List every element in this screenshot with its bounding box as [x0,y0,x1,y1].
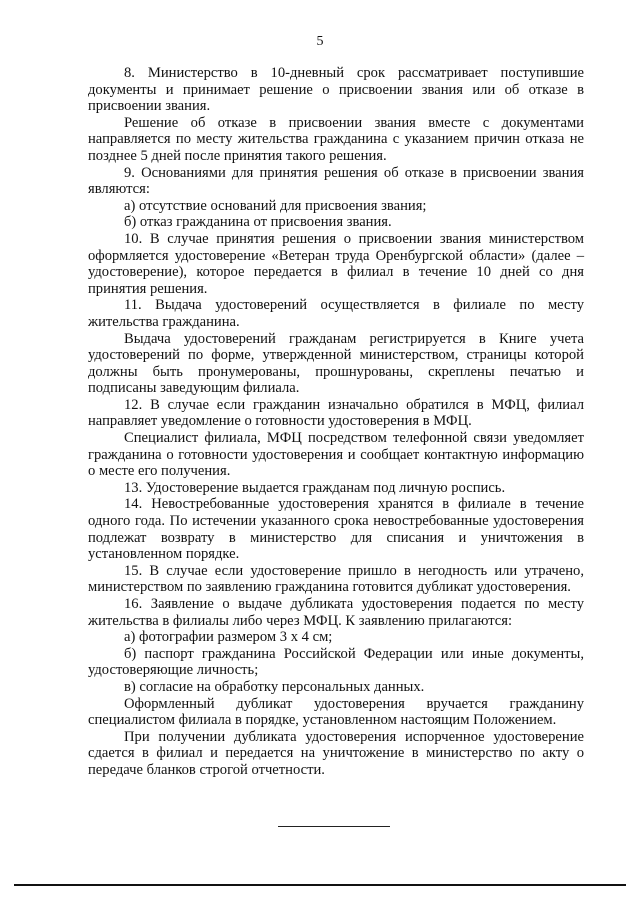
paragraph-14: 14. Невостребованные удостоверения хранятся в филиале в течение одного года. По истечении указанного срока невостребованные удостоверения подлежат возврату в министерство для списания и уничтожения в установленном порядке. [88,496,584,563]
paragraph-registration: Выдача удостоверений гражданам регистрируется в Книге учета удостоверений по форме, утвержденной министерством, страницы которой должны быть пронумерованы, прошнурованы, скреплены печатью и подписаны заведующим филиала. [88,330,584,397]
paragraph-12: 12. В случае если гражданин изначально обратился в МФЦ, филиал направляет уведомление о готовности удостоверения в МФЦ. [88,396,584,430]
list-item-16b: б) паспорт гражданина Российской Федерации или иные документы, удостоверяющие личность; [88,645,584,679]
page-bottom-rule [14,884,626,886]
paragraph-11: 11. Выдача удостоверений осуществляется в филиале по месту жительства гражданина. [88,297,584,330]
list-item-9a: а) отсутствие оснований для присвоения звания; [124,197,427,214]
paragraph-refusal-notice: Решение об отказе в присвоении звания вместе с документами направляется по месту жительства гражданина с указанием причин отказа не позднее 5 дней после принятия такого решения. [88,114,584,164]
document-body [88,65,584,779]
paragraph-8: 8. Министерство в 10-дневный срок рассматривает поступившие документы и принимает решение о присвоении звания или об отказе в присвоении звания. [88,65,584,115]
list-item-16c: в) согласие на обработку персональных данных. [124,678,425,695]
paragraph-notification: Специалист филиала, МФЦ посредством телефонной связи уведомляет гражданина о готовности удостоверения и сообщает контактную информацию о месте его получения. [88,430,584,480]
paragraph-duplicate-delivery: Оформленный дубликат удостоверения вручается гражданину специалистом филиала в порядке, установленном настоящим Положением. [88,695,584,729]
paragraph-9: 9. Основаниями для принятия решения об отказе в присвоении звания являются: [88,164,584,198]
paragraph-damaged-return: При получении дубликата удостоверения испорченное удостоверение сдается в филиал и передается на уничтожение в министерство по акту о передаче бланков строгой отчетности. [88,728,584,778]
paragraph-16: 16. Заявление о выдаче дубликата удостоверения подается по месту жительства в филиалы либо через МФЦ. К заявлению прилагаются: [88,596,584,629]
list-item-16a: а) фотографии размером 3 х 4 см; [124,629,333,646]
paragraph-10: 10. В случае принятия решения о присвоении звания министерством оформляется удостоверение «Ветеран труда Оренбургской области» (далее – удостоверение), которое передается в филиал в течение 10 дней со дня принятия решения. [88,230,584,297]
end-divider [278,826,390,827]
list-item-9b: б) отказ гражданина от присвоения звания. [124,214,392,231]
page-number: 5 [316,34,324,49]
paragraph-15: 15. В случае если удостоверение пришло в негодность или утрачено, министерством по заявлению гражданина готовится дубликат удостоверения. [88,562,584,596]
paragraph-13: 13. Удостоверение выдается гражданам под личную роспись. [124,479,506,496]
